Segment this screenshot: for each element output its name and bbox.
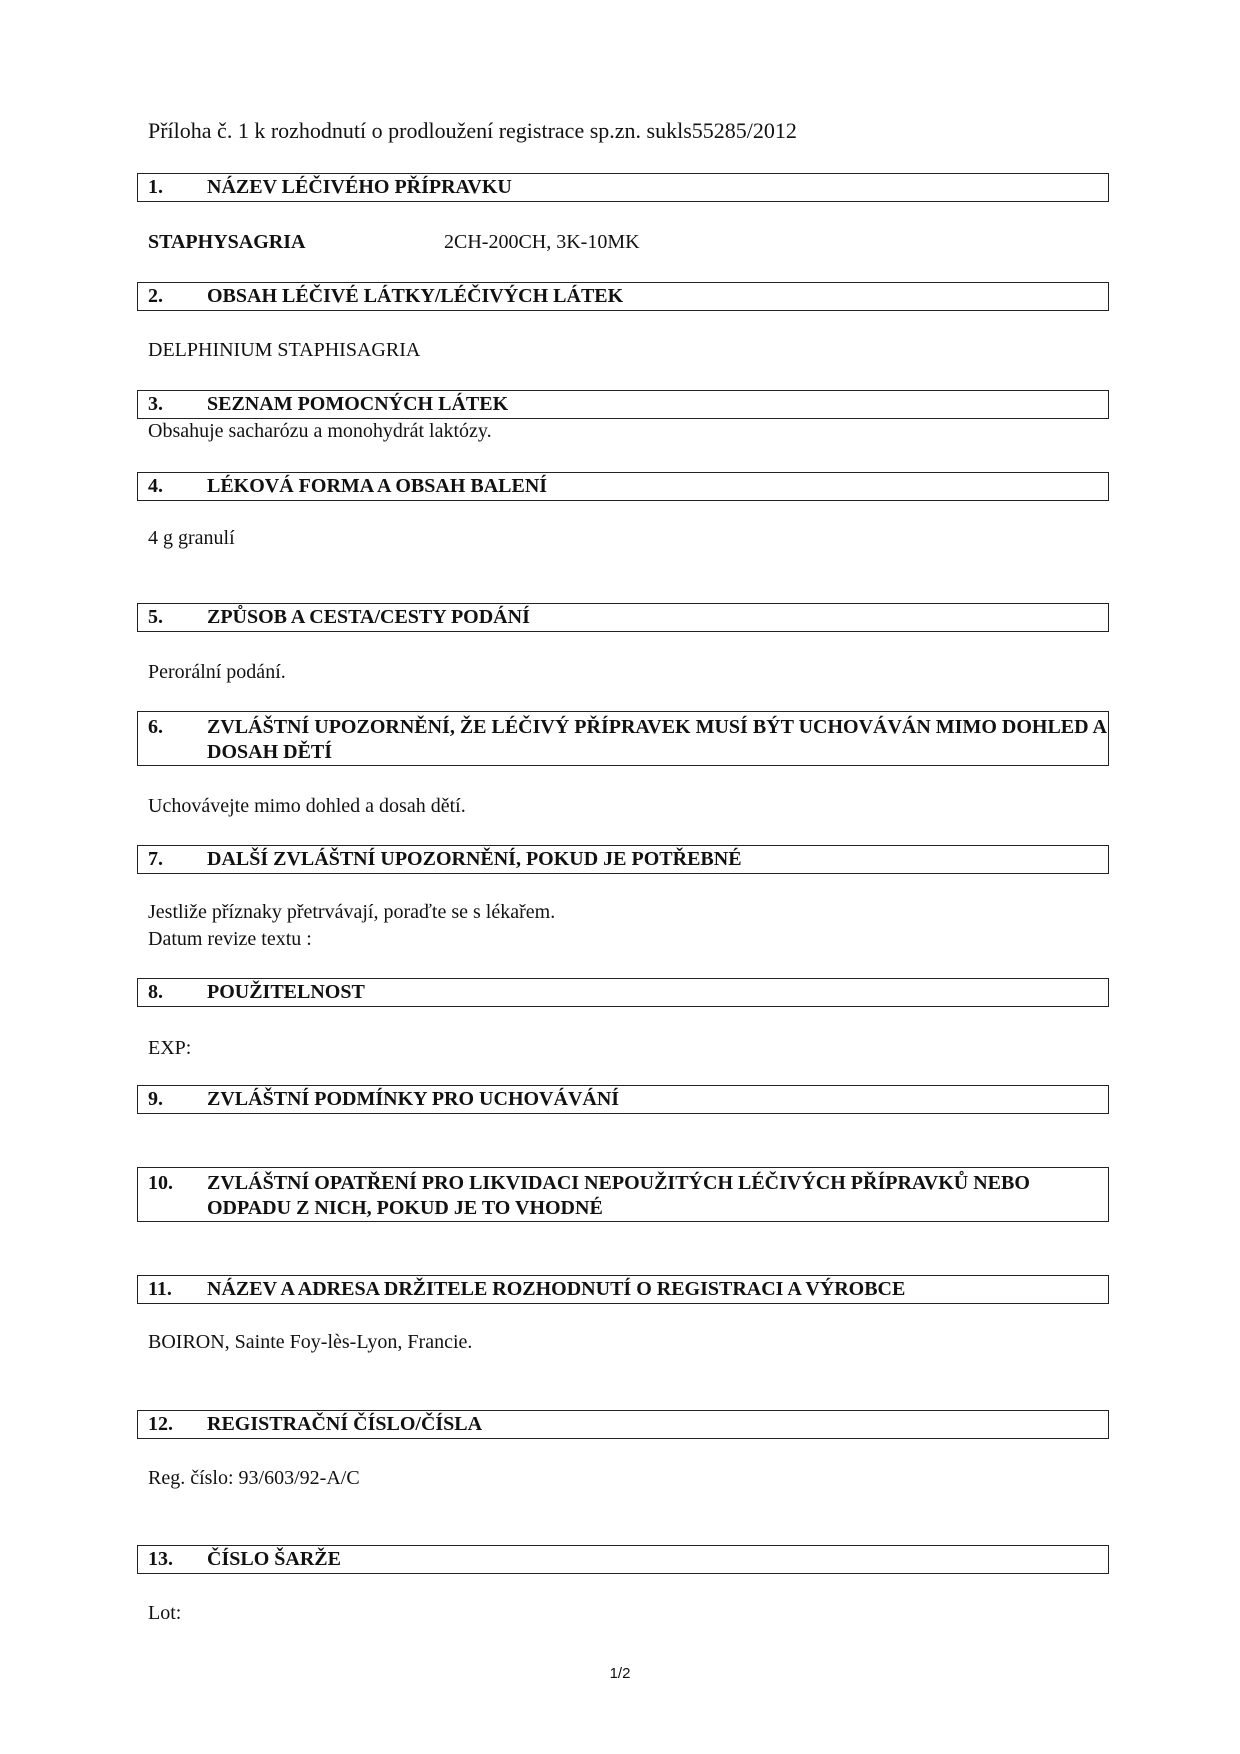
- section-title: SEZNAM POMOCNÝCH LÁTEK: [207, 393, 509, 415]
- annex-reference: Příloha č. 1 k rozhodnutí o prodloužení registrace sp.zn. sukls55285/2012: [148, 118, 797, 143]
- section-title: NÁZEV A ADRESA DRŽITELE ROZHODNUTÍ O REGISTRACI A VÝROBCE: [207, 1278, 906, 1300]
- product-strength: 2CH-200CH, 3K-10MK: [444, 231, 640, 253]
- section-6-header: [137, 711, 1109, 766]
- section-3-header: [137, 390, 1109, 419]
- excipients-text: Obsahuje sacharózu a monohydrát laktózy.: [148, 420, 492, 442]
- section-title: ZPŮSOB A CESTA/CESTY PODÁNÍ: [207, 606, 530, 628]
- section-number: 7.: [148, 848, 163, 870]
- section-number: 8.: [148, 981, 163, 1003]
- section-number: 3.: [148, 393, 163, 415]
- section-12-header: [137, 1410, 1109, 1439]
- section-number: 6.: [148, 716, 163, 738]
- section-title: ZVLÁŠTNÍ UPOZORNĚNÍ, ŽE LÉČIVÝ PŘÍPRAVEK MUSÍ BÝT UCHOVÁVÁN MIMO DOHLED A DOSAH DĚTÍ: [207, 716, 1106, 763]
- section-5-header: [137, 603, 1109, 632]
- section-7-header: [137, 845, 1109, 874]
- section-title: ZVLÁŠTNÍ OPATŘENÍ PRO LIKVIDACI NEPOUŽITÝCH LÉČIVÝCH PŘÍPRAVKŮ NEBO ODPADU Z NICH, POKUD JE TO VHODNÉ: [207, 1172, 1030, 1219]
- section-11-header: [137, 1275, 1109, 1304]
- section-number: 1.: [148, 176, 163, 198]
- section-number: 10.: [148, 1172, 173, 1194]
- registration-number-text: Reg. číslo: 93/603/92-A/C: [148, 1467, 360, 1489]
- children-warning-text: Uchovávejte mimo dohled a dosah dětí.: [148, 795, 466, 817]
- section-title: DALŠÍ ZVLÁŠTNÍ UPOZORNĚNÍ, POKUD JE POTŘEBNÉ: [207, 848, 742, 870]
- section-number: 5.: [148, 606, 163, 628]
- section-1-header: [137, 173, 1109, 202]
- section-number: 12.: [148, 1413, 173, 1435]
- section-2-header: [137, 282, 1109, 311]
- section-10-header: [137, 1167, 1109, 1222]
- section-title: REGISTRAČNÍ ČÍSLO/ČÍSLA: [207, 1413, 483, 1435]
- holder-text: BOIRON, Sainte Foy-lès-Lyon, Francie.: [148, 1331, 473, 1353]
- active-substance: DELPHINIUM STAPHISAGRIA: [148, 339, 421, 361]
- section-8-header: [137, 978, 1109, 1007]
- revision-date-label: Datum revize textu :: [148, 928, 312, 950]
- dosage-form-text: 4 g granulí: [148, 527, 235, 549]
- expiry-label: EXP:: [148, 1037, 192, 1059]
- lot-label: Lot:: [148, 1602, 182, 1624]
- section-title: ČÍSLO ŠARŽE: [207, 1548, 341, 1570]
- section-number: 2.: [148, 285, 163, 307]
- product-name: STAPHYSAGRIA: [148, 231, 306, 253]
- section-4-header: [137, 472, 1109, 501]
- section-title: POUŽITELNOST: [207, 981, 365, 1003]
- other-warning-text: Jestliže příznaky přetrvávají, poraďte se s lékařem.: [148, 901, 556, 923]
- section-title: OBSAH LÉČIVÉ LÁTKY/LÉČIVÝCH LÁTEK: [207, 285, 624, 307]
- section-title: ZVLÁŠTNÍ PODMÍNKY PRO UCHOVÁVÁNÍ: [207, 1088, 620, 1110]
- section-13-header: [137, 1545, 1109, 1574]
- page-number: 1/2: [609, 1665, 631, 1682]
- section-9-header: [137, 1085, 1109, 1114]
- section-title: LÉKOVÁ FORMA A OBSAH BALENÍ: [207, 475, 548, 497]
- route-text: Perorální podání.: [148, 661, 286, 683]
- section-title: NÁZEV LÉČIVÉHO PŘÍPRAVKU: [207, 176, 512, 198]
- section-number: 11.: [148, 1278, 172, 1300]
- section-number: 9.: [148, 1088, 163, 1110]
- section-number: 13.: [148, 1548, 173, 1570]
- section-number: 4.: [148, 475, 163, 497]
